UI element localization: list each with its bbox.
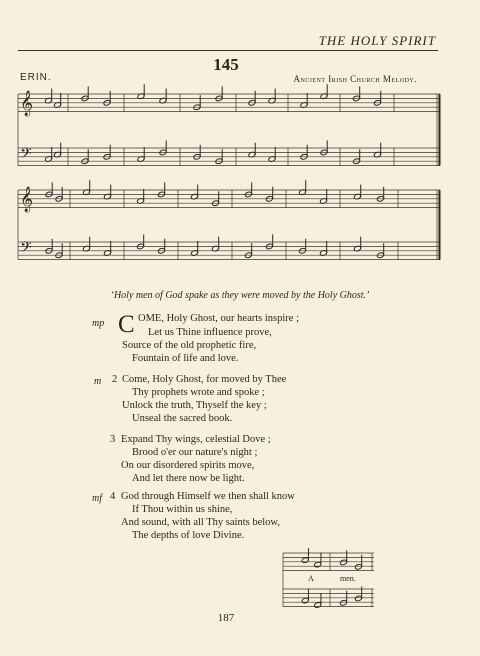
- verse-number: 3: [110, 434, 116, 445]
- stanza-line: Unlock the truth, Thyself the key ;: [122, 400, 267, 411]
- amen-syllable: men.: [340, 574, 356, 583]
- treble-clef-icon: 𝄞: [20, 91, 34, 116]
- bass-clef-icon: 𝄢: [20, 239, 32, 260]
- stanza-line: Come, Holy Ghost, for moved by Thee: [122, 374, 287, 385]
- amen-syllable: A: [308, 574, 314, 583]
- stanza-line: Let us Thine influence prove,: [148, 327, 272, 338]
- final-bar-thick: [439, 190, 441, 260]
- running-head: THE HOLY SPIRIT: [318, 33, 436, 48]
- stanza-line: Brood o'er our nature's night ;: [132, 447, 258, 458]
- hymn-number: 145: [213, 55, 239, 74]
- stanza-line: Fountain of life and love.: [132, 353, 239, 364]
- stanza-line: And sound, with all Thy saints below,: [121, 517, 280, 528]
- tune-name: ERIN.: [20, 72, 52, 83]
- page-number: 187: [217, 612, 235, 624]
- stanza-line: And let there now be light.: [132, 473, 245, 484]
- stanza-line: On our disordered spirits move,: [121, 460, 255, 471]
- dynamic-marking: m: [94, 376, 102, 387]
- stanza-line: Source of the old prophetic fire,: [122, 340, 257, 351]
- treble-clef-icon: 𝄞: [20, 187, 34, 212]
- final-bar-thick: [439, 94, 441, 166]
- stanza-line: God through Himself we then shall know: [121, 491, 295, 502]
- verse-number: 2: [112, 374, 118, 385]
- drop-cap: C: [118, 311, 135, 338]
- bass-clef-icon: 𝄢: [20, 145, 32, 166]
- stanza-line: Thy prophets wrote and spoke ;: [132, 387, 265, 398]
- stanza-line: Expand Thy wings, celestial Dove ;: [121, 434, 271, 445]
- stanza-line: The depths of love Divine.: [132, 530, 245, 541]
- verse-number: 4: [110, 491, 116, 502]
- stanza-line: If Thou within us shine,: [132, 504, 233, 515]
- epigraph: ‘Holy men of God spake as they were moved by the Holy Ghost.’: [110, 290, 370, 301]
- stanza-line: OME, Holy Ghost, our hearts inspire ;: [138, 313, 299, 324]
- stanza-line: Unseal the sacred book.: [132, 413, 233, 424]
- tune-source: Ancient Irish Church Melody.: [293, 74, 417, 84]
- dynamic-marking: mf: [92, 493, 102, 504]
- dynamic-marking: mp: [92, 318, 105, 329]
